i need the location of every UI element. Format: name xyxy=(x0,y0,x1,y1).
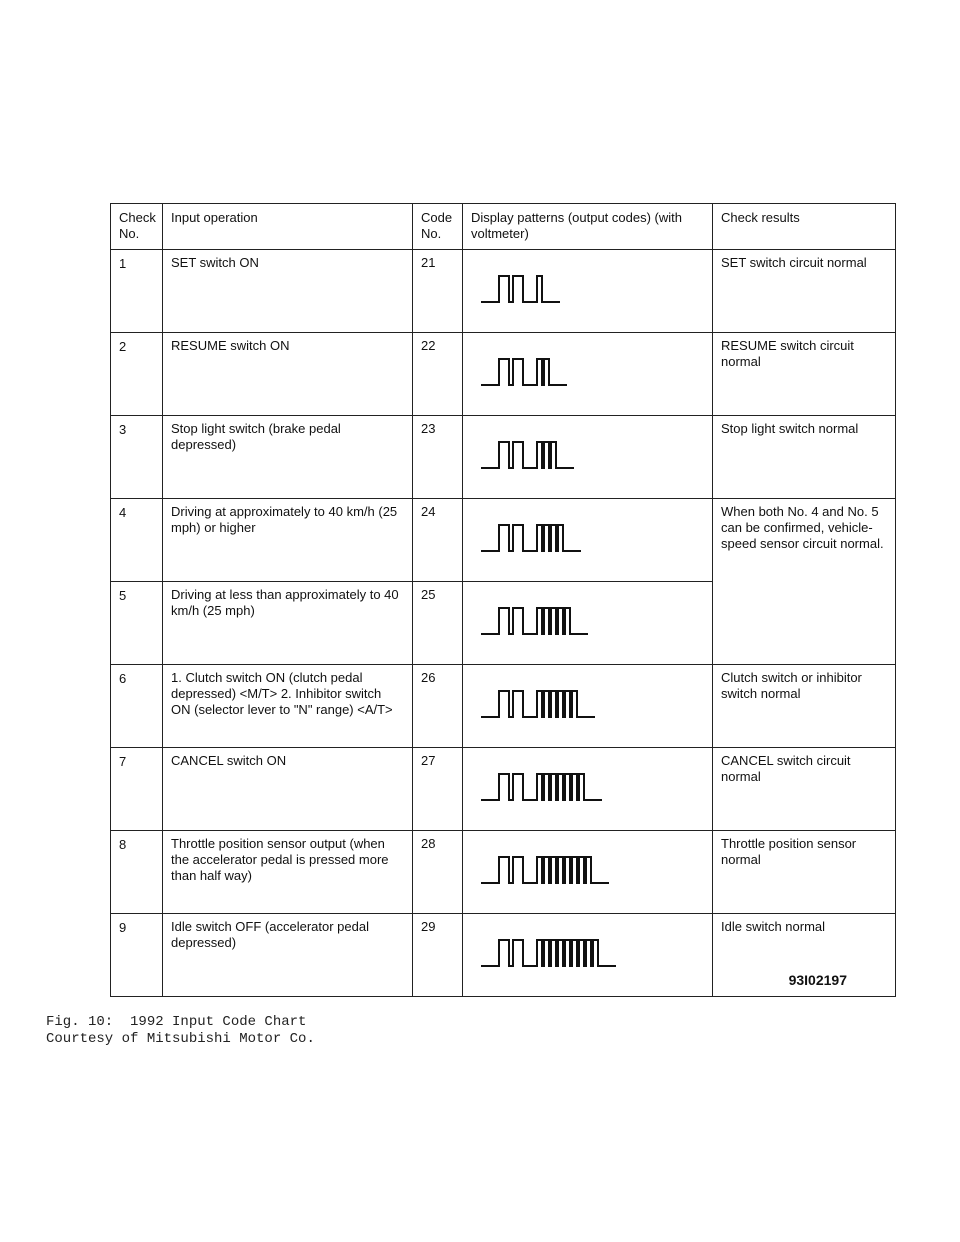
check-result: Throttle position sensor normal xyxy=(713,830,896,913)
header-display-patterns: Display patterns (output codes) (with voltmeter) xyxy=(463,204,713,250)
check-number: 5 xyxy=(111,581,163,664)
input-operation: Driving at approximately to 40 km/h (25 mph) or higher xyxy=(163,498,413,581)
table-row xyxy=(111,747,896,830)
code-number: 28 xyxy=(413,830,463,913)
pulse-line xyxy=(481,359,567,385)
input-operation: Idle switch OFF (accelerator pedal depressed) xyxy=(163,913,413,996)
check-number: 7 xyxy=(111,747,163,830)
header-check-results: Check results xyxy=(713,204,896,250)
pulse-line xyxy=(481,940,616,966)
check-number: 1 xyxy=(111,249,163,332)
check-result: RESUME switch circuit normal xyxy=(713,332,896,415)
pulse-line xyxy=(481,857,609,883)
code-number: 29 xyxy=(413,913,463,996)
caption-line-1: Fig. 10: 1992 Input Code Chart xyxy=(46,1014,307,1030)
pulse-waveform-icon xyxy=(481,936,701,970)
code-number: 25 xyxy=(413,581,463,664)
input-operation: RESUME switch ON xyxy=(163,332,413,415)
header-check-no: Check No. xyxy=(111,204,163,250)
code-number: 24 xyxy=(413,498,463,581)
input-operation: 1. Clutch switch ON (clutch pedal depressed) <M/T> 2. Inhibitor switch ON (selector lever to "N" range) <A/T> xyxy=(163,664,413,747)
display-pattern xyxy=(463,830,713,913)
check-number: 4 xyxy=(111,498,163,581)
code-table xyxy=(110,203,896,997)
input-operation: Throttle position sensor output (when the accelerator pedal is pressed more than half way) xyxy=(163,830,413,913)
display-pattern xyxy=(463,249,713,332)
check-number: 3 xyxy=(111,415,163,498)
pulse-line xyxy=(481,774,602,800)
pulse-waveform-icon xyxy=(481,687,701,721)
display-pattern xyxy=(463,664,713,747)
pulse-waveform-icon xyxy=(481,355,701,389)
check-result-text: Idle switch normal xyxy=(721,918,826,934)
check-result: SET switch circuit normal xyxy=(713,249,896,332)
display-pattern xyxy=(463,415,713,498)
header-row xyxy=(111,204,896,250)
display-pattern xyxy=(463,498,713,581)
display-pattern xyxy=(463,332,713,415)
input-operation: SET switch ON xyxy=(163,249,413,332)
check-result xyxy=(713,913,896,996)
table-row xyxy=(111,913,896,996)
caption-line-2: Courtesy of Mitsubishi Motor Co. xyxy=(46,1031,315,1047)
pulse-waveform-icon xyxy=(481,604,701,638)
code-number: 22 xyxy=(413,332,463,415)
code-number: 23 xyxy=(413,415,463,498)
check-number: 2 xyxy=(111,332,163,415)
check-result: When both No. 4 and No. 5 can be confirmed, vehicle-speed sensor circuit normal. xyxy=(713,498,896,664)
pulse-line xyxy=(481,442,574,468)
pulse-waveform-icon xyxy=(481,770,701,804)
check-number: 9 xyxy=(111,913,163,996)
figure-id: 93I02197 xyxy=(788,972,847,988)
header-code-no: Code No. xyxy=(413,204,463,250)
pulse-line xyxy=(481,276,560,302)
table-row xyxy=(111,415,896,498)
pulse-waveform-icon xyxy=(481,521,701,555)
check-result: Clutch switch or inhibitor switch normal xyxy=(713,664,896,747)
figure-caption xyxy=(46,1014,315,1048)
pulse-line xyxy=(481,608,588,634)
table-row xyxy=(111,664,896,747)
table-row xyxy=(111,498,896,581)
input-operation: CANCEL switch ON xyxy=(163,747,413,830)
input-code-chart xyxy=(110,203,895,1003)
table-row xyxy=(111,249,896,332)
display-pattern xyxy=(463,747,713,830)
pulse-waveform-icon xyxy=(481,853,701,887)
pulse-line xyxy=(481,691,595,717)
input-operation: Driving at less than approximately to 40 km/h (25 mph) xyxy=(163,581,413,664)
header-input-operation: Input operation xyxy=(163,204,413,250)
display-pattern xyxy=(463,581,713,664)
pulse-waveform-icon xyxy=(481,272,701,306)
table-row xyxy=(111,830,896,913)
input-operation: Stop light switch (brake pedal depressed) xyxy=(163,415,413,498)
check-result: CANCEL switch circuit normal xyxy=(713,747,896,830)
code-number: 26 xyxy=(413,664,463,747)
table-row xyxy=(111,332,896,415)
display-pattern xyxy=(463,913,713,996)
pulse-line xyxy=(481,525,581,551)
check-number: 8 xyxy=(111,830,163,913)
code-number: 21 xyxy=(413,249,463,332)
check-number: 6 xyxy=(111,664,163,747)
pulse-waveform-icon xyxy=(481,438,701,472)
check-result: Stop light switch normal xyxy=(713,415,896,498)
code-number: 27 xyxy=(413,747,463,830)
